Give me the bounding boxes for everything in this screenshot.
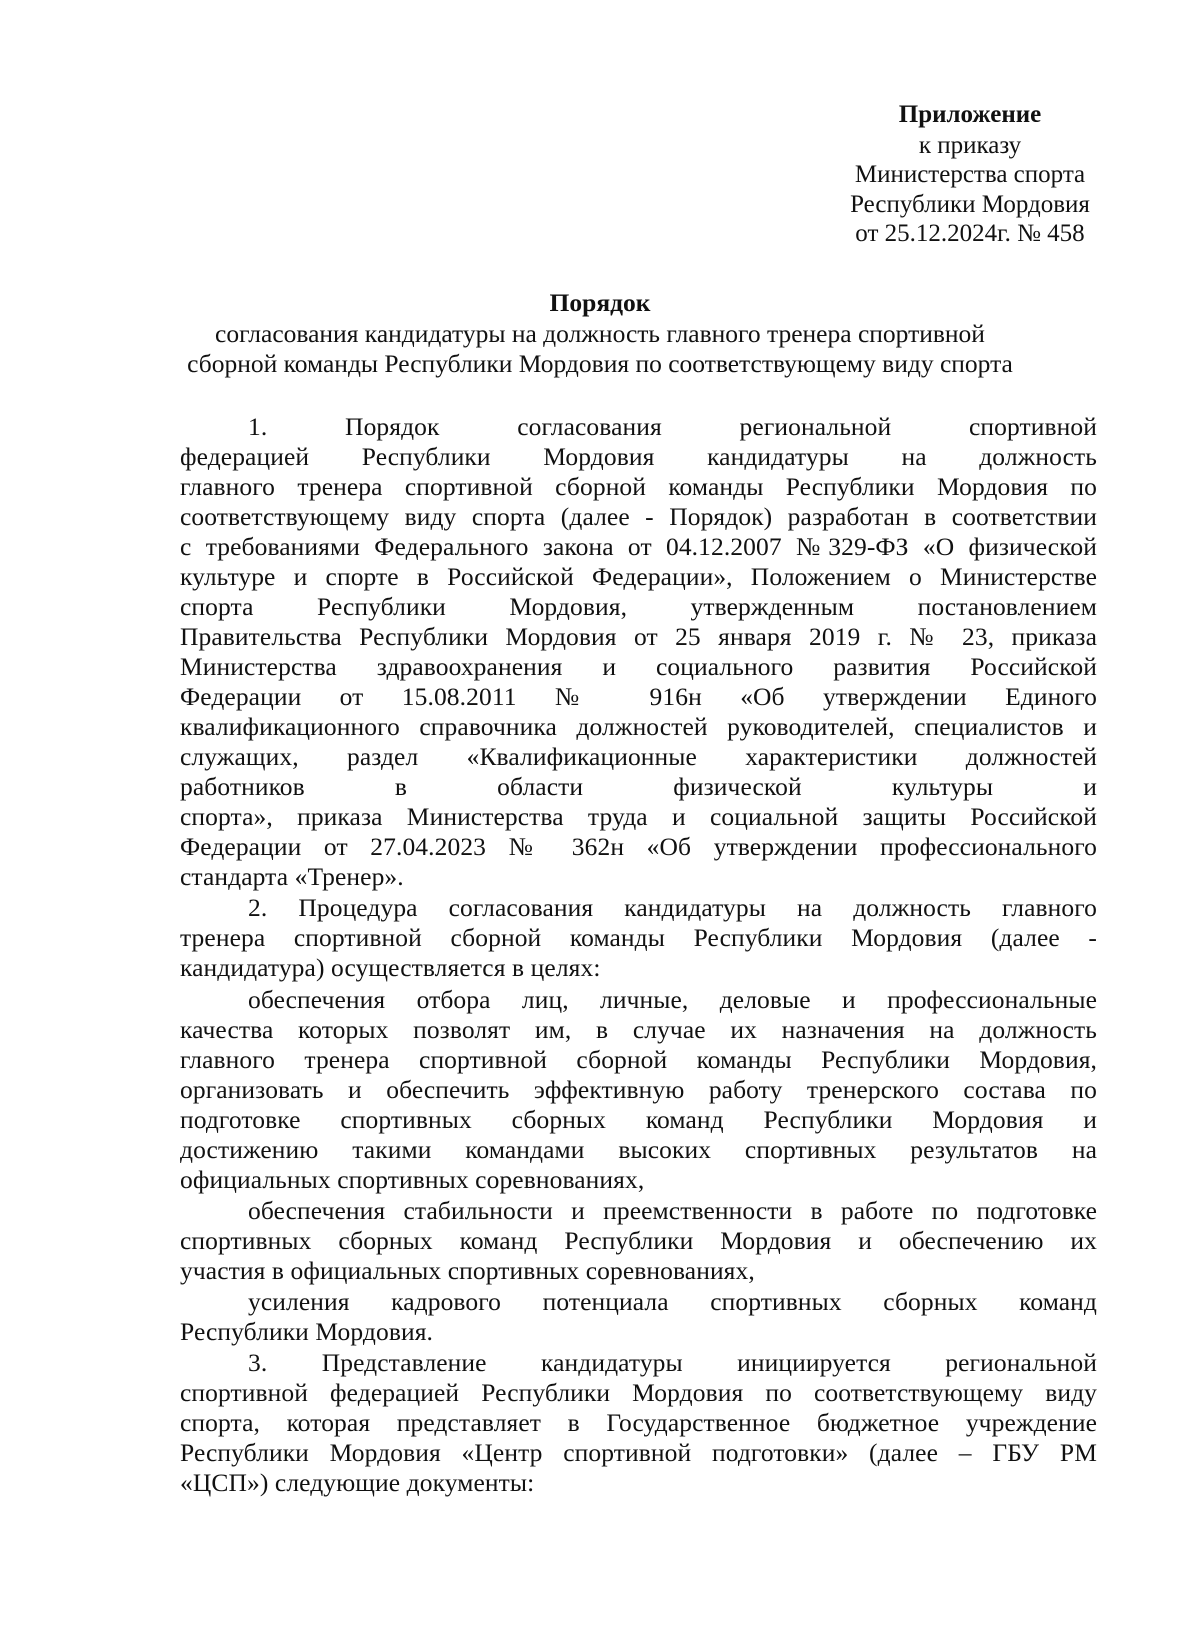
body-line: стандарта «Тренер».	[180, 862, 404, 891]
body-line: федерацией Республики Мордовия кандидатуры на должность	[180, 442, 1097, 471]
body-line: усиления кадрового потенциала спортивных сборных команд	[248, 1287, 1097, 1316]
document-heading: Порядок	[549, 288, 651, 317]
body-line: Республики Мордовия «Центр спортивной подготовки» (далее – ГБУ РМ	[180, 1438, 1097, 1467]
body-line: кандидатура) осуществляется в целях:	[180, 953, 601, 982]
appendix-line: Министерства спорта	[854, 161, 1086, 188]
body-line: спорта Республики Мордовия, утвержденным постановлением	[180, 592, 1097, 621]
body-line: подготовке спортивных сборных команд Республики Мордовия и	[180, 1105, 1097, 1134]
body-line: культуре и спорте в Российской Федерации», Положением о Министерстве	[180, 562, 1097, 591]
body-line: спорта, которая представляет в Государственное бюджетное учреждение	[180, 1408, 1097, 1437]
body-line: 2. Процедура согласования кандидатуры на должность главного	[248, 893, 1097, 922]
document-subtitle-line: согласования кандидатуры на должность главного тренера спортивной	[215, 319, 985, 348]
body-line: спорта», приказа Министерства труда и социальной защиты Российской	[180, 802, 1097, 831]
appendix-heading: Приложение	[898, 101, 1042, 128]
body-line: достижению такими командами высоких спортивных результатов на	[180, 1135, 1097, 1164]
body-line: спортивных сборных команд Республики Мордовия и обеспечению их	[180, 1226, 1097, 1255]
body-line: Республики Мордовия.	[180, 1317, 434, 1346]
body-line: главного тренера спортивной сборной команды Республики Мордовия по	[180, 472, 1097, 501]
body-line: Федерации от 15.08.2011 № 916н «Об утверждении Единого	[180, 682, 1097, 711]
body-line: участия в официальных спортивных соревнованиях,	[180, 1256, 755, 1285]
body-line: работников в области физической культуры и	[180, 772, 1097, 801]
body-line: служащих, раздел «Квалификационные характеристики должностей	[180, 742, 1097, 771]
body-line: качества которых позволят им, в случае их назначения на должность	[180, 1015, 1097, 1044]
body-line: соответствующему виду спорта (далее - Порядок) разработан в соответствии	[180, 502, 1097, 531]
body-line: 1. Порядок согласования региональной спортивной	[248, 412, 1097, 441]
body-line: тренера спортивной сборной команды Республики Мордовия (далее -	[180, 923, 1097, 952]
appendix-line: Республики Мордовия	[850, 191, 1090, 218]
body-line: с требованиями Федерального закона от 04.12.2007 №329-ФЗ «О физической	[180, 532, 1097, 561]
body-line: обеспечения стабильности и преемственности в работе по подготовке	[248, 1196, 1097, 1225]
body-line: «ЦСП») следующие документы:	[180, 1468, 535, 1497]
body-line: квалификационного справочника должностей руководителей, специалистов и	[180, 712, 1097, 741]
body-line: Федерации от 27.04.2023 № 362н «Об утверждении профессионального	[180, 832, 1097, 861]
document-subtitle-line: сборной команды Республики Мордовия по соответствующему виду спорта	[187, 349, 1013, 378]
body-line: главного тренера спортивной сборной команды Республики Мордовия,	[180, 1045, 1097, 1074]
body-line: Правительства Республики Мордовия от 25 января 2019 г. № 23, приказа	[180, 622, 1097, 651]
appendix-line: к приказу	[918, 132, 1022, 159]
body-line: спортивной федерацией Республики Мордовия по соответствующему виду	[180, 1378, 1097, 1407]
body-line: официальных спортивных соревнованиях,	[180, 1165, 645, 1194]
body-line: обеспечения отбора лиц, личные, деловые и профессиональные	[248, 985, 1097, 1014]
body-line: 3. Представление кандидатуры инициируется региональной	[248, 1348, 1097, 1377]
body-line: организовать и обеспечить эффективную работу тренерского состава по	[180, 1075, 1097, 1104]
body-line: Министерства здравоохранения и социального развития Российской	[180, 652, 1097, 681]
appendix-line: от 25.12.2024г. № 458	[855, 220, 1085, 247]
